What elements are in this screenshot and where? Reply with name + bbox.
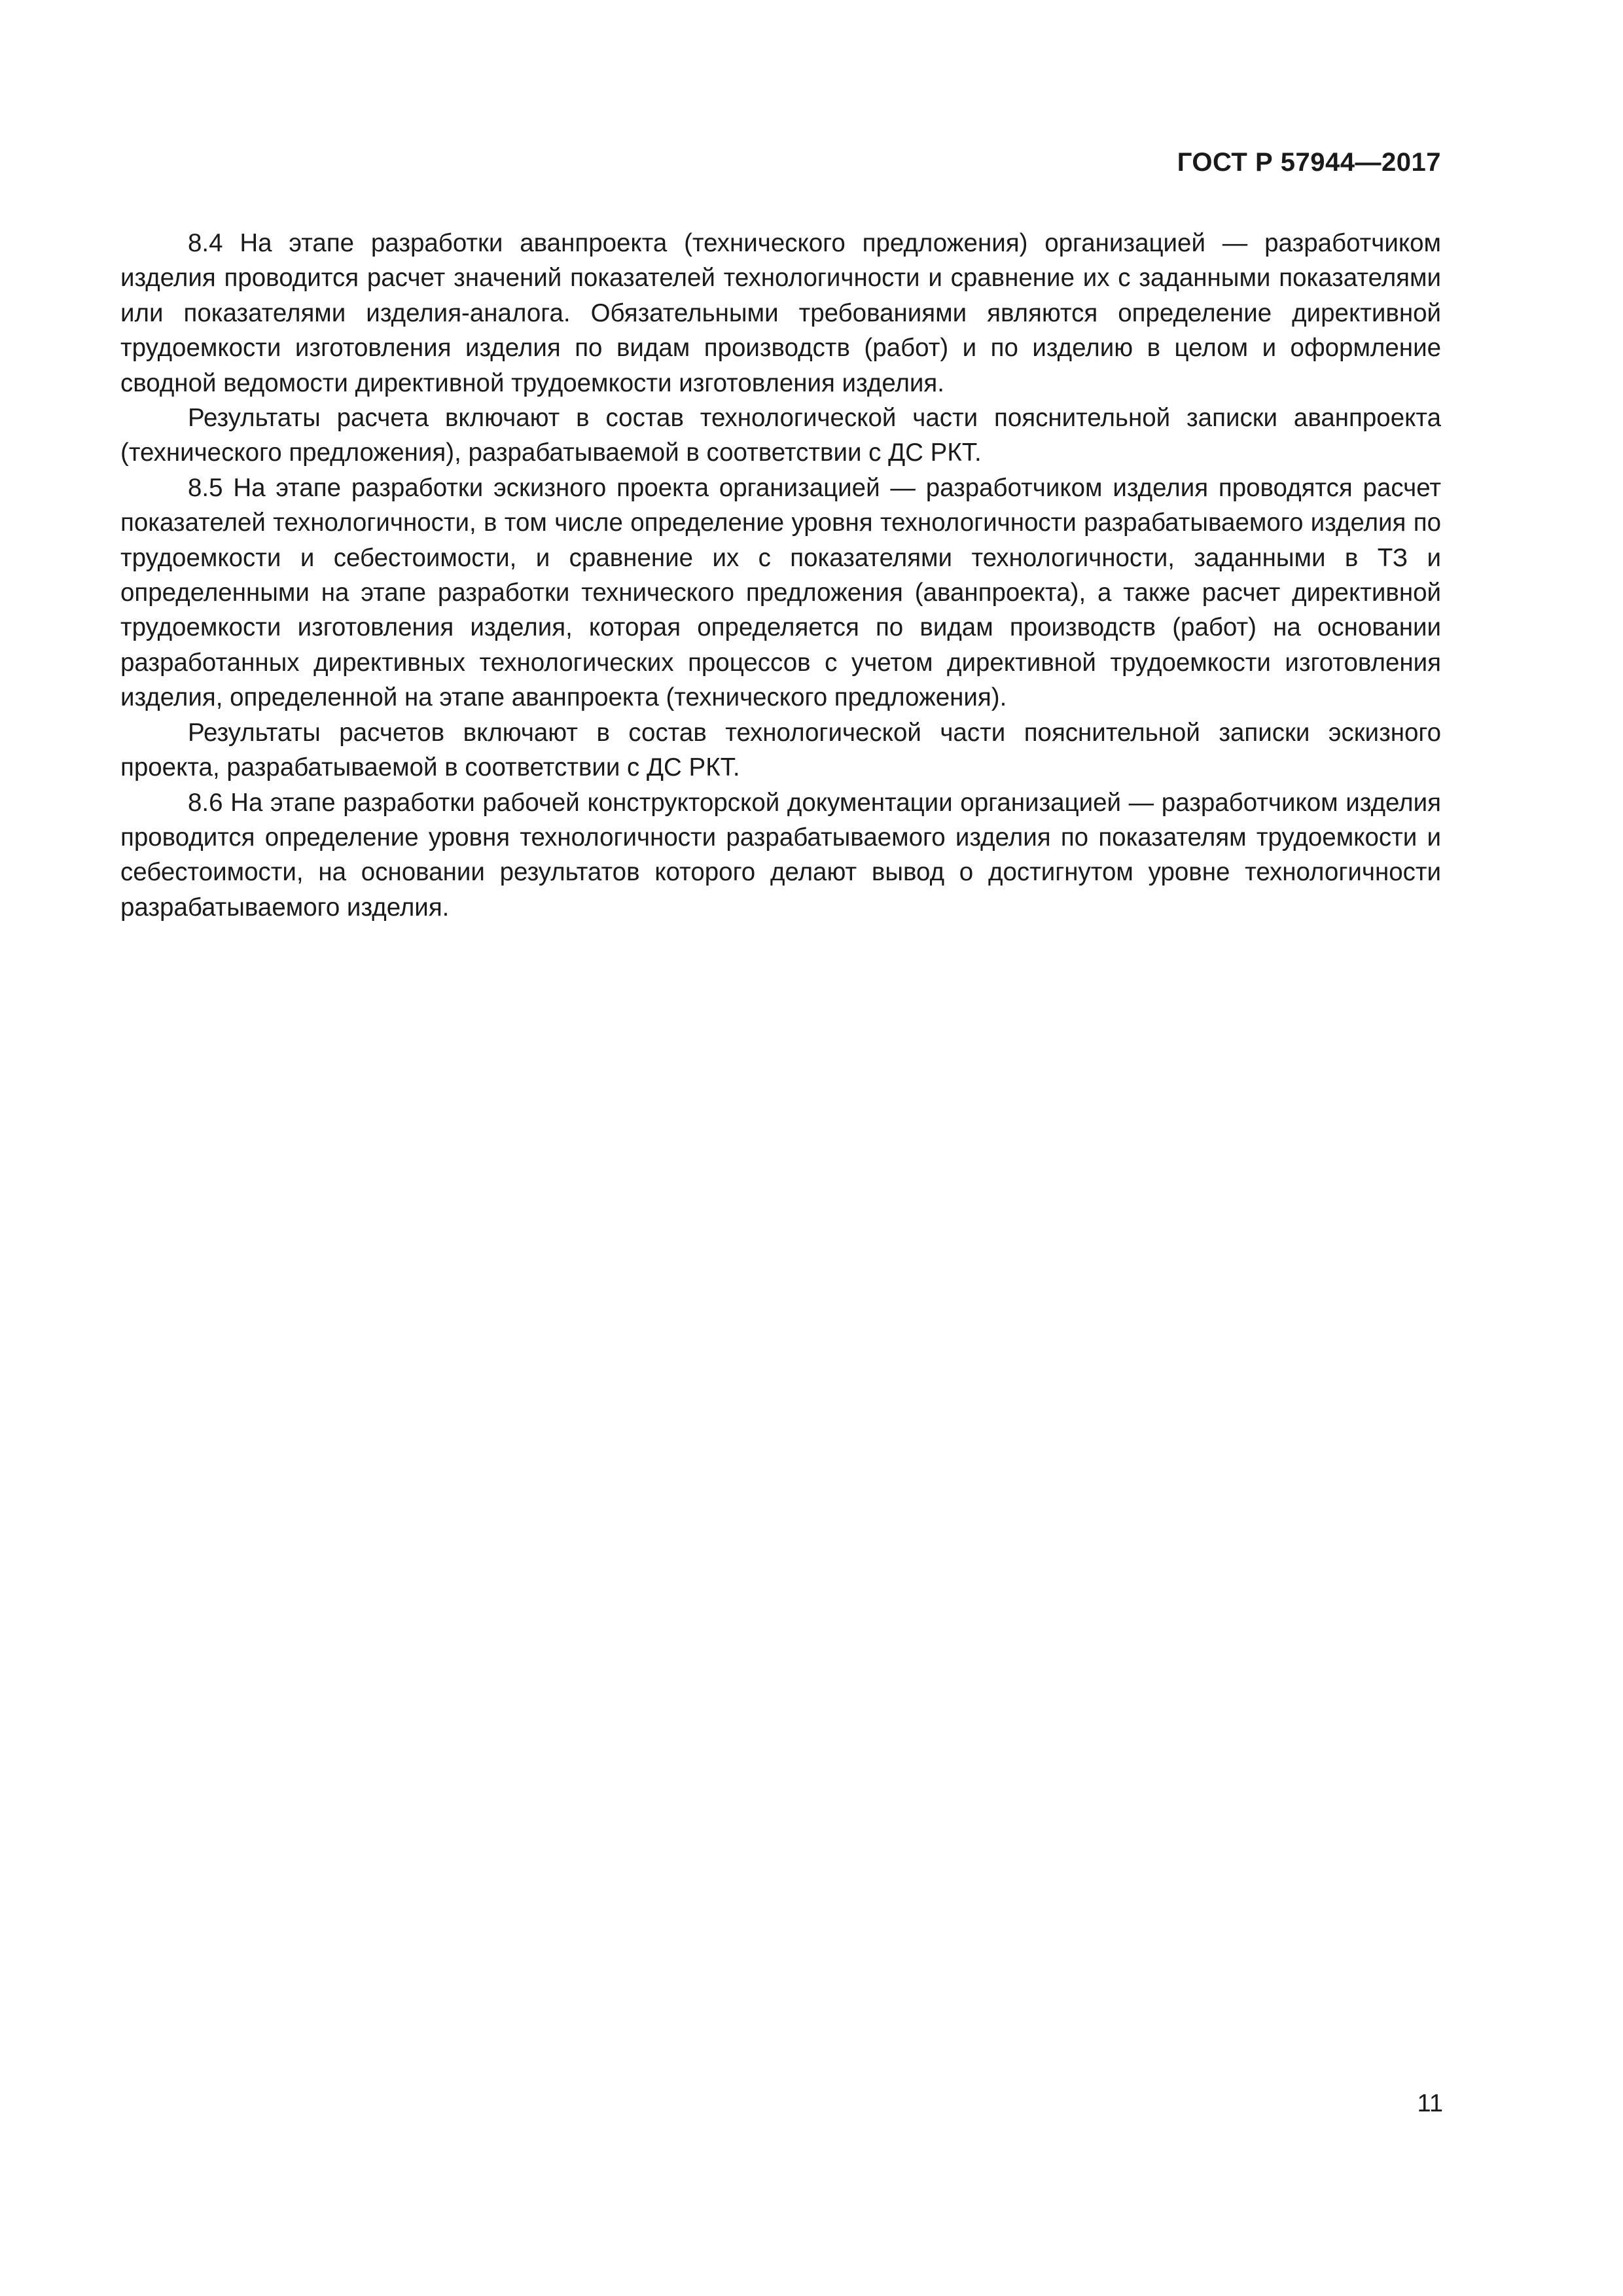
paragraph-8-4: 8.4 На этапе разработки аванпроекта (технического предложения) организацией — разработчиком изделия проводится расчет значений показателей технологичности и сравнение их с заданными показателями или показателями изделия-аналога. Обязательными требованиями являются определение директивной трудоемкости изготовления изделия по видам производств (работ) и по изделию в целом и оформление сводной ведомости директивной трудоемкости изготовления изделия. [120,229,1441,397]
paragraph-8-5: 8.5 На этапе разработки эскизного проекта организацией — разработчиком изделия проводятся расчет показателей технологичности, в том числе определение уровня технологичности разрабатываемого изделия по трудоемкости и себестоимости, и сравнение их с показателями технологичности, заданными в ТЗ и определенными на этапе разработки технического предложения (аванпроекта), а также расчет директивной трудоемкости изготовления изделия, которая определяется по видам производств (работ) на основании разработанных директивных технологических процессов с учетом директивной трудоемкости изготовления изделия, определенной на этапе аванпроекта (технического предложения). [120,473,1441,712]
page-number: 11 [1417,2090,1443,2117]
paragraph-8-5-results: Результаты расчетов включают в состав технологической части пояснительной записки эскизного проекта, разрабатываемой в соответствии с ДС РКТ. [120,718,1441,782]
paragraph-8-4-results: Результаты расчета включают в состав технологической части пояснительной записки аванпроекта (технического предложения), разрабатываемой в соответствии с ДС РКТ. [120,404,1441,467]
document-code-header: ГОСТ Р 57944—2017 [1177,148,1441,177]
body-text [120,226,1441,925]
paragraph-8-6: 8.6 На этапе разработки рабочей конструкторской документации организацией — разработчиком изделия проводится определение уровня технологичности разрабатываемого изделия по показателям трудоемкости и себестоимости, на основании результатов которого делают вывод о достигнутом уровне технологичности разрабатываемого изделия. [120,788,1441,922]
